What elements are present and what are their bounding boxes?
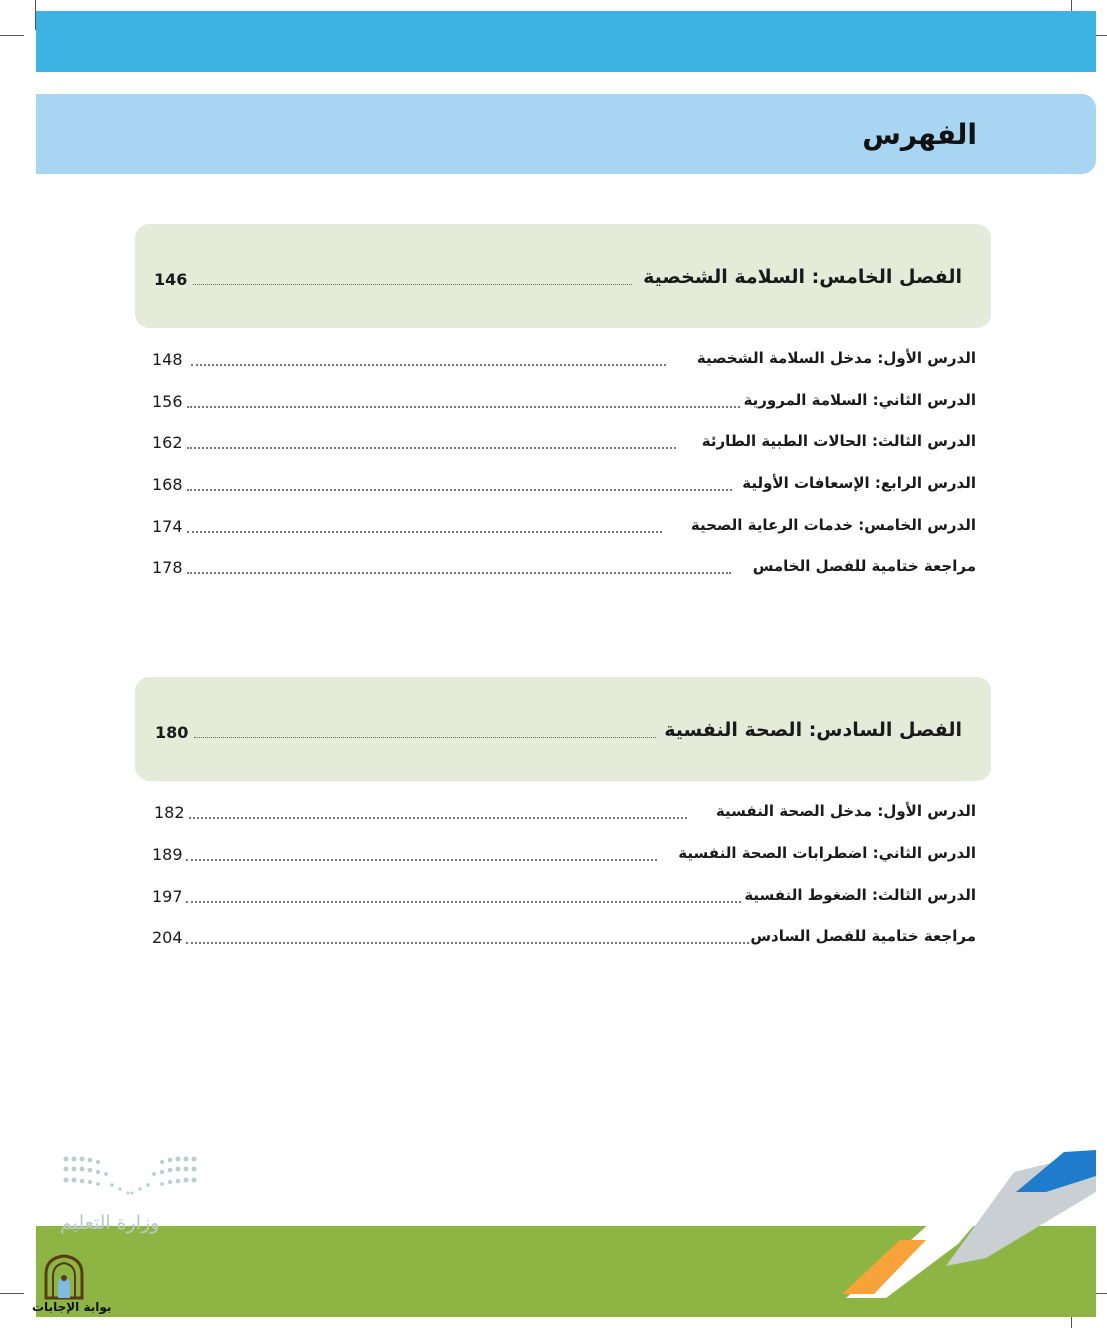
lesson-page-number: 148: [152, 350, 183, 369]
dot-leader: [187, 447, 676, 449]
dot-leader: [187, 406, 740, 408]
review-page-number: 204: [152, 928, 183, 947]
header-band: [36, 11, 1096, 72]
page-title: الفهرس: [862, 118, 977, 151]
review-page-number: 178: [152, 558, 183, 577]
lesson-page-number: 156: [152, 392, 183, 411]
dot-leader: [194, 737, 656, 738]
lesson-title: الدرس الخامس: خدمات الرعاية الصحية: [690, 516, 976, 534]
dot-leader: [186, 901, 741, 903]
review-title: مراجعة ختامية للفصل السادس: [750, 927, 976, 945]
dot-leader: [193, 284, 632, 285]
lesson-title: الدرس الأول: مدخل السلامة الشخصية: [696, 349, 976, 367]
lesson-title: الدرس الثالث: الضغوط النفسية: [744, 886, 976, 904]
dot-leader: [186, 859, 657, 861]
dot-leader: [191, 364, 666, 366]
lesson-page-number: 174: [152, 517, 183, 536]
lesson-title: الدرس الرابع: الإسعافات الأولية: [742, 474, 976, 492]
dot-leader: [187, 572, 731, 574]
decorative-stripes: [836, 1148, 1096, 1300]
lesson-title: الدرس الثاني: السلامة المرورية: [743, 391, 976, 409]
portal-watermark-text: بوابة الإجابات: [32, 1300, 112, 1314]
ministry-logo-text: وزارة التعليم: [60, 1212, 160, 1234]
review-title: مراجعة ختامية للفصل الخامس: [752, 557, 976, 575]
dot-leader: [187, 531, 662, 533]
lesson-page-number: 168: [152, 475, 183, 494]
lesson-title: الدرس الثاني: اضطرابات الصحة النفسية: [678, 844, 976, 862]
lesson-title: الدرس الثالث: الحالات الطبية الطارئة: [701, 432, 976, 450]
chapter-title: الفصل السادس: الصحة النفسية: [664, 719, 962, 741]
dot-leader: [189, 817, 687, 819]
chapter-page-number: 180: [155, 723, 189, 742]
chapter-title: الفصل الخامس: السلامة الشخصية: [643, 266, 962, 288]
dot-leader: [186, 942, 749, 944]
chapter-page-number: 146: [154, 270, 188, 289]
ministry-logo-icon: [62, 1155, 198, 1199]
lesson-page-number: 162: [152, 433, 183, 452]
lesson-page-number: 197: [152, 887, 183, 906]
crop-mark: [0, 35, 24, 36]
portal-logo-icon: [42, 1254, 86, 1300]
crop-mark: [0, 1293, 24, 1294]
lesson-page-number: 182: [154, 803, 185, 822]
lesson-title: الدرس الأول: مدخل الصحة النفسية: [715, 802, 976, 820]
dot-leader: [187, 489, 732, 491]
lesson-page-number: 189: [152, 845, 183, 864]
